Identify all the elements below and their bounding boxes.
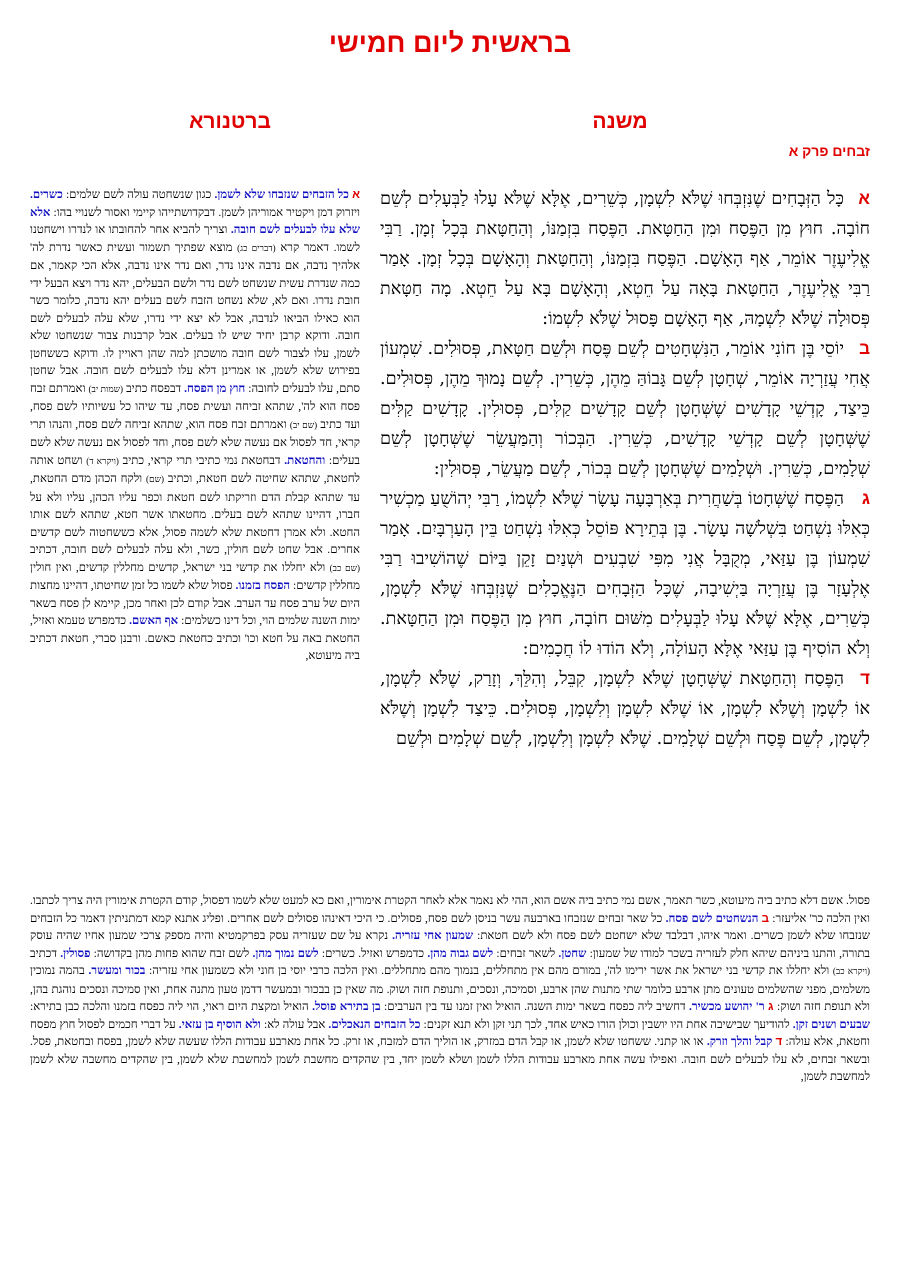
verse-reference: (שם יב)	[289, 419, 318, 430]
dibbur-hamaschil: אף האשם.	[129, 614, 179, 627]
mishna-paragraph	[380, 664, 870, 754]
commentary-text: על דברי חכמים לפסול חוץ מפסח וחטאת, אלא עולה:	[30, 1017, 870, 1048]
mishna-column-header: משנה	[592, 110, 648, 133]
verse-reference: (שם כב)	[329, 562, 360, 573]
commentary-text: פסול. אשם דלא כתיב ביה מיעוטא, כשר תאמר, אשם נמי כתיב ביה אשם הוא, ההי לא נאמר אלא לאחר הקטרת אימורין, ואם כא למעט שלא לשמו דפסול, קודם הקטרת אימורין היה צריך לכתבו. ואין הלכה כר' אליעזר:	[30, 894, 870, 925]
commentary-text: בהמה נמוכין משלמים, מפני שהשלמים טעונים מתן ארבע כלומר שתי מתנות שהן ארבע, וסמיכה, ונסכים, ותנופת חזה ושוק. מה שאין כן בבכור ובמעשר דדמן טעון מתנה אחת, ואין סמיכה ונסכים נוהגת בהן, ולא תנופת חזה ושוק:	[30, 964, 870, 1013]
dibbur-hamaschil: בכור ומעשר.	[88, 964, 146, 977]
commentary-text: פסול שלא לשמו כל זמן שחיטתו, דהיינו מחצות היום של ערב פסח עד הערב. אבל קודם לכן ואחר מכן, קיימא לן פסח בשאר ימות השנה שלמים הוי, וכל דינו כשלמים:	[30, 579, 360, 627]
commentary-text: דבחטאת נמי כתיבי תרי קראי, כתיב	[122, 453, 281, 467]
dibbur-hamaschil: כשרים.	[30, 188, 63, 201]
chapter-label: זבחים פרק א	[788, 143, 870, 159]
verse-reference: (ויקרא כב)	[832, 966, 870, 976]
dibbur-hamaschil: ולא הוסיף בן עזאי.	[178, 1017, 261, 1031]
dibbur-hamaschil: ר' יהושע מכשיר.	[688, 1000, 765, 1013]
commentary-text: ולקח הכהן מדם החטאת, עד שתהא קבלת הדם וזריקתו לשם חטאת וכפר עליו הכהן, עליו ולא על חברו, דהיינו שתהא לשם בעלים. מחטאתו אשר חטא, שתהא לשם אותו החטא. ולא אמרן דחטאת שלא לשמה פסול, אלא כששחטוה לשם קדשים אחרים. אבל שחט לשם חולין, כשר, ולא עלה לבעלים לשם חובה, דכתיב	[30, 472, 360, 556]
commentary-text: ואמרתם זבח פסח הוא לה', שתהא זביחה ועשית פסח, עד שיהו כל עשיותיו לשם פסח, ועד כתיב	[30, 381, 360, 431]
commentary-text: ולא יחללו את קדשי בני ישראל את אשר ירימו לה', במורם מהם אין מתחללים, בנמוך מהם מתחללים. ואין הלכה כרבי יוסי בן חוני ולא כשמעון אחי עזריה:	[149, 964, 830, 977]
commentary-text: הואיל ומקצת היום ראוי, הוי ליה כפסח בזמנו והלכה כבן בתירא:	[30, 1000, 309, 1013]
mishna-paragraph	[380, 184, 870, 334]
commentary-text: דכתיב	[30, 946, 57, 960]
commentary-text: ויזרוק דמן ויקטיר אמוריהן לשמן. דבקדושתייהו קיימי ואסור לשנויי בהו:	[53, 205, 360, 219]
page-title: בראשית ליום חמישי	[328, 28, 572, 58]
dibbur-hamaschil: פסולין.	[60, 946, 91, 960]
commentary-text: דחשיב ליה כפסח בשאר ימות השנה. הואיל ואין זמנו עד בין הערבים:	[384, 1000, 686, 1013]
mishna-text: הַפֶּסַח שֶׁשְּׁחָטוֹ בְּשַׁחֲרִית בְּאַרְבָּעָה עָשָׂר שֶׁלֹּא לִשְׁמוֹ, רַבִּי יְהוֹשֻׁעַ מַכְשִׁיר כְּאִלּוּ נִשְׁחַט בִּשְׁלֹשָׁה עָשָׂר. בֶּן בְּתֵירָא פּוֹסֵל כְּאִלּוּ נִשְׁחַט בֵּין הָעַרְבָּיִם. אָמַר שִׁמְעוֹן בֶּן עַזַּאי, מְקֻבָּל אֲנִי מִפִּי שִׁבְעִים וּשְׁנַיִם זָקֵן בַּיּוֹם שֶׁהוֹשִׁיבוּ רַבִּי אֶלְעָזָר בֶּן עֲזַרְיָה בַּיְשִׁיבָה, שֶׁכָּל הַזְּבָחִים הַנֶּאֱכָלִים שֶׁנִּזְבְּחוּ שֶׁלֹּא לִשְׁמָן, כְּשֵׁרִים, אֶלָּא שֶׁלֹּא עָלוּ לַבְּעָלִים מִשּׁוּם חוֹבָה, חוּץ מִן הַפֶּסַח וּמִן הַחַטָּאת. וְלֹא הוֹסִיף בֶּן עַזַּאי אֶלָּא הָעוֹלָה, וְלֹא הוֹדוּ לוֹ חֲכָמִים:	[380, 489, 870, 659]
mishna-text: יוֹסֵי בֶּן חוֹנִי אוֹמֵר, הַנִּשְׁחָטִים לְשֵׁם פֶּסַח וּלְשֵׁם חַטָּאת, פְּסוּלִים. שִׁמְעוֹן אֲחִי עֲזַרְיָה אוֹמֵר, שְׁחָטָן לְשֵׁם גָּבוֹהַּ מֵהֶן, כְּשֵׁרִין. לְשֵׁם נָמוּךְ מֵהֶן, פְּסוּלִים. כֵּיצַד, קָדְשֵׁי קָדָשִׁים שֶׁשְּׁחָטָן לְשֵׁם קָדָשִׁים קַלִּים, פְּסוּלִין. קָדָשִׁים קַלִּים שֶׁשְּׁחָטָן לְשֵׁם קָדְשֵׁי קָדָשִׁים, כְּשֵׁרִין. הַבְּכוֹר וְהַמַּעֲשֵׂר שֶׁשְּׁחָטָן לְשֵׁם שְׁלָמִים, כְּשֵׁרִין. וּשְׁלָמִים שֶׁשְּׁחָטָן לְשֵׁם בְּכוֹר, לְשֵׁם מַעֲשֵׂר, פְּסוּלִין:	[380, 339, 870, 479]
bartenura-bottom-block	[30, 892, 870, 1232]
bartenura-column-header: ברטנורא	[189, 110, 271, 133]
bartenura-side-column	[30, 186, 360, 868]
commentary-text: להודיעך שבישיבה אחת היו יושבין וכולן הורו כאיש אחד, לכך תני זקן ולא תנא זקנים:	[423, 1017, 790, 1031]
dibbur-hamaschil: כל הזבחים הנאכלים.	[328, 1017, 421, 1031]
commentary-mishna-number: ב	[761, 911, 770, 925]
commentary-mishna-number: ג	[768, 1000, 774, 1013]
dibbur-hamaschil: בן בתירא פוסל.	[312, 1000, 381, 1013]
mishna-paragraph	[380, 334, 870, 484]
commentary-text: אבל עולה לא:	[263, 1017, 326, 1031]
commentary-mishna-number: ד	[775, 1035, 783, 1048]
verse-reference: (שמות יב)	[88, 383, 124, 394]
commentary-text: לשם זבח שהוא פחות מהן בקדושה:	[93, 946, 250, 960]
commentary-text: כל שאר זבחים שנזבחו בארבעה עשר בניסן לשם פסח, פסולים. כי היכי דאינהו פסולים לשם אחרים. ופליג אתנא קמא דמתניתין דאמר כל הזבחים שנזבחו שלא לשמן כשרים. ואמר איהו, דבלבד שלא ישחטם לשם פסח ולא לשם חטאת:	[30, 911, 870, 942]
dibbur-hamaschil: חוץ מן הפסח.	[184, 381, 246, 395]
commentary-text: לשאר זבחים:	[496, 946, 556, 960]
dibbur-hamaschil: אלא שלא עלו לבעלים לשם חובה.	[30, 205, 360, 236]
commentary-text: נקרא על שם שעזריה עסק בפרקמטיא והיה מספק צרכי שמעון אחיו שהיה עוסק בתורה, והתנו ביניהם שיהא חלק לעזריה בשכר למודו של שמעון:	[30, 929, 870, 960]
dibbur-hamaschil: שבעים ושנים זקן.	[792, 1017, 870, 1031]
verse-reference: (ויקרא ד)	[86, 455, 119, 466]
dibbur-hamaschil: שחטן.	[558, 946, 587, 960]
commentary-text: מוצא שפתיך תשמור ועשית כאשר נדרת לה' אלהיך נדבה, אם נדבה אינו נדר, ואם נדר אינו נדבה, אלא הכי קאמר, אם כמה שנדרת עשית שנשחט לשם נדר ולשם הבעלים, יהא נדר ויצא הבעל ידי חובת נדרו. ואם לא, שלא נשחט הזבח לשם בעלים יהא נדבה, כלומר כשר הוא כאילו הביאו לנדבה, אבל לא יצא ידי נדרו, שלא עלה לבעלים לשם חובה. ודוקא קרבן יחיד שיש לו בעלים. אבל קרבנות צבור שנשחטו שלא לשמן, עלו לצבור לשם חובה מושכתן למה שהן ראויין לו. ודוקא כששחטן בפירוש שלא לשמן, או אמרינן דלא עלו לבעלים לשם חובה. אבל שחטן סתם, עלו לבעלים לחובה:	[30, 240, 360, 395]
mishna-number: ב	[859, 339, 870, 358]
commentary-text: כגון שנשחטה עולה לשם שלמים:	[65, 188, 212, 201]
mishna-text: כָּל הַזְּבָחִים שֶׁנִּזְבְּחוּ שֶׁלֹּא לִשְׁמָן, כְּשֵׁרִים, אֶלָּא שֶׁלֹּא עָלוּ לַבְּעָלִים לְשֵׁם חוֹבָה. חוּץ מִן הַפֶּסַח וּמִן הַחַטָּאת. הַפֶּסַח בִּזְמַנּוֹ, וְהַחַטָּאת בְּכָל זְמָן. רַבִּי אֱלִיעֶזֶר אוֹמֵר, אַף הָאָשָׁם. הַפֶּסַח בִּזְמַנּוֹ, וְהַחַטָּאת וְהָאָשָׁם בְּכָל זְמָן. אָמַר רַבִּי אֱלִיעֶזֶר, הַחַטָּאת בָּאָה עַל חֵטְא, וְהָאָשָׁם בָּא עַל חֵטְא. מָה חַטָּאת פְּסוּלָה שֶׁלֹּא לִשְׁמָהּ, אַף הָאָשָׁם פָּסוּל שֶׁלֹּא לִשְׁמוֹ:	[380, 189, 870, 329]
dibbur-hamaschil: הפסח בזמנו.	[235, 579, 291, 592]
dibbur-hamaschil: לשם גבוה מהן.	[427, 946, 494, 960]
dibbur-hamaschil: כל הזבחים שנזבחו שלא לשמן.	[214, 188, 349, 201]
dibbur-hamaschil: הנשחטים לשם פסח.	[665, 911, 759, 925]
commentary-text: דבפסח כתיב	[126, 381, 182, 395]
commentary-mishna-number: א	[352, 188, 360, 201]
commentary-text: או או קתני. ששחטו שלא לשמן, או קבל הדם במזרק, או הוליך הדם למזבח, או זרק. כל אחת מארבע עבודות הללו שעשה שלא לשמן, בפסח ובחטאת, פסל. ובשאר זבחים, לא עלו לבעלים לשם חובה. ואפילו עשה אחת מארבע עבודות הללו לשמן ושלא לשמן יחד, בין שהקדים מחשבת לשמן למחשבת שלא לשמן, בין שהקדים מחשבה שלא לשמן למחשבת לשמן,	[30, 1035, 870, 1083]
mishna-number: ג	[861, 489, 870, 508]
commentary-text: כדמפרש טעמא ואזיל, החטאת באה על חטא וכו' וכתיב כחטאת כאשם. ורבנן סברי, חטאת דכתיב ביה מיעוטא,	[30, 614, 360, 662]
mishna-text-column	[380, 184, 870, 866]
verse-reference: (שם)	[145, 474, 164, 484]
commentary-text: ולא יחללו את קדשי בני ישראל, קדשים מחללין קדשים, ואין חולין מחללין קדשים:	[30, 560, 360, 592]
dibbur-hamaschil: לשם נמוך מהן.	[252, 946, 319, 960]
mishna-text: הַפֶּסַח וְהַחַטָּאת שֶׁשְּׁחָטָן שֶׁלֹּא לִשְׁמָן, קִבֵּל, וְהִלֵּךְ, וְזָרַק, שֶׁלֹּא לִשְׁמָן, אוֹ לִשְׁמָן וְשֶׁלֹּא לִשְׁמָן, אוֹ שֶׁלֹּא לִשְׁמָן וְלִשְׁמָן, פְּסוּלִים. כֵּיצַד לִשְׁמָן וְשֶׁלֹּא לִשְׁמָן, לְשֵׁם פֶּסַח וּלְשֵׁם שְׁלָמִים. שֶׁלֹּא לִשְׁמָן וְלִשְׁמָן, לְשֵׁם שְׁלָמִים וּלְשֵׁם	[380, 669, 870, 749]
dibbur-hamaschil: שמעון אחי עזריה.	[392, 929, 474, 942]
verse-reference: (דברים כג)	[237, 242, 276, 253]
dibbur-hamaschil: והחטאת.	[284, 453, 326, 467]
commentary-text: כדמפרש ואזיל. כשרים:	[321, 946, 425, 960]
commentary-text: ואמרתם זבח פסח הוא, שתהא זביחה לשם פסח, והנהו תרי קראי, חד לפסול אם נעשה שלא לשם פסח, וחד לפסול אם נעשה שלא לשם בעלים:	[30, 417, 360, 467]
mishna-number: ד	[860, 669, 870, 688]
mishna-number: א	[858, 189, 870, 208]
commentary-text: ושחט אותה לחטאת, שתהא שחיטה לשם חטאת, וכתיב	[30, 453, 360, 485]
dibbur-hamaschil: קבל והלך וזרק.	[706, 1035, 773, 1048]
commentary-text: וצריך להביא אחר להחובתו או לנדרו וישחטנו לשמו. דאמר קרא	[30, 223, 360, 254]
mishna-paragraph	[380, 484, 870, 664]
